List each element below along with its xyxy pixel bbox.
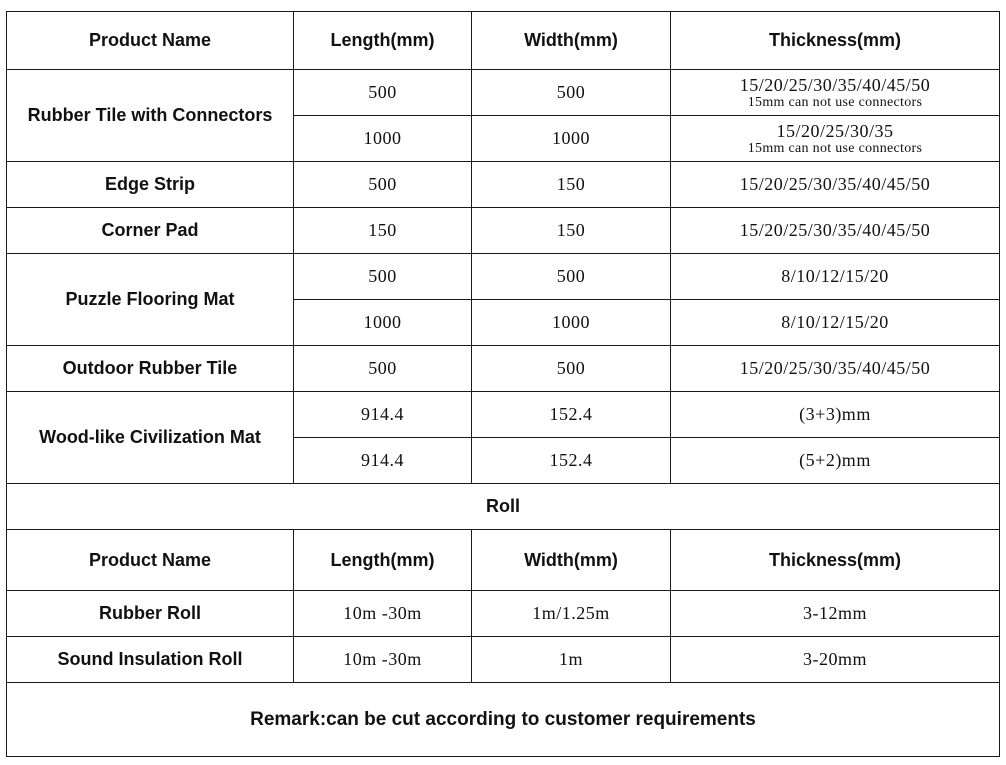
table-row [7,591,1000,637]
product-name-rubber-tile: Rubber Tile with Connectors [7,70,294,162]
roll-header-row [7,530,1000,591]
product-name-sound-roll: Sound Insulation Roll [7,637,294,683]
connector-note: 15mm can not use connectors [747,94,923,110]
length-cell: 914.4 [294,438,472,484]
table-header-row [7,12,1000,70]
thickness-cell [671,70,1000,116]
length-cell: 500 [294,70,472,116]
thickness-cell: 15/20/25/30/35/40/45/50 [671,208,1000,254]
thickness-cell [671,116,1000,162]
connector-note: 15mm can not use connectors [747,140,923,156]
length-cell: 500 [294,254,472,300]
product-spec-table [6,11,1000,757]
header-length: Length(mm) [294,530,472,591]
width-cell: 1m/1.25m [472,591,671,637]
length-cell: 1000 [294,300,472,346]
length-cell: 500 [294,162,472,208]
product-name-outdoor-tile: Outdoor Rubber Tile [7,346,294,392]
header-length: Length(mm) [294,12,472,70]
table-row [7,254,1000,300]
width-cell: 500 [472,254,671,300]
length-cell: 10m -30m [294,637,472,683]
table-row [7,162,1000,208]
thickness-cell: 3-12mm [671,591,1000,637]
width-cell: 152.4 [472,438,671,484]
length-cell: 1000 [294,116,472,162]
length-cell: 500 [294,346,472,392]
table-row [7,637,1000,683]
length-cell: 10m -30m [294,591,472,637]
product-name-wood-mat: Wood-like Civilization Mat [7,392,294,484]
width-cell: 1m [472,637,671,683]
width-cell: 150 [472,208,671,254]
width-cell: 150 [472,162,671,208]
header-width: Width(mm) [472,12,671,70]
width-cell: 1000 [472,116,671,162]
header-thickness: Thickness(mm) [671,530,1000,591]
product-name-rubber-roll: Rubber Roll [7,591,294,637]
section-row-roll [7,484,1000,530]
product-name-corner-pad: Corner Pad [7,208,294,254]
width-cell: 152.4 [472,392,671,438]
width-cell: 500 [472,70,671,116]
width-cell: 1000 [472,300,671,346]
thickness-cell: 15/20/25/30/35/40/45/50 [671,162,1000,208]
thickness-value: 15/20/25/30/35 [776,120,894,141]
thickness-cell: 15/20/25/30/35/40/45/50 [671,346,1000,392]
width-cell: 500 [472,346,671,392]
thickness-cell: 8/10/12/15/20 [671,300,1000,346]
remark-row [7,683,1000,757]
thickness-cell: (5+2)mm [671,438,1000,484]
header-width: Width(mm) [472,530,671,591]
product-name-edge-strip: Edge Strip [7,162,294,208]
remark-text: Remark:can be cut according to customer requirements [7,683,1000,757]
header-thickness: Thickness(mm) [671,12,1000,70]
table-row [7,70,1000,116]
table-row [7,208,1000,254]
length-cell: 914.4 [294,392,472,438]
thickness-value: 15/20/25/30/35/40/45/50 [739,74,931,95]
section-title-roll: Roll [7,484,1000,530]
header-product-name: Product Name [7,530,294,591]
thickness-cell: 8/10/12/15/20 [671,254,1000,300]
table-row [7,346,1000,392]
header-product-name: Product Name [7,12,294,70]
thickness-cell: (3+3)mm [671,392,1000,438]
product-name-puzzle-mat: Puzzle Flooring Mat [7,254,294,346]
thickness-cell: 3-20mm [671,637,1000,683]
table-row [7,392,1000,438]
length-cell: 150 [294,208,472,254]
